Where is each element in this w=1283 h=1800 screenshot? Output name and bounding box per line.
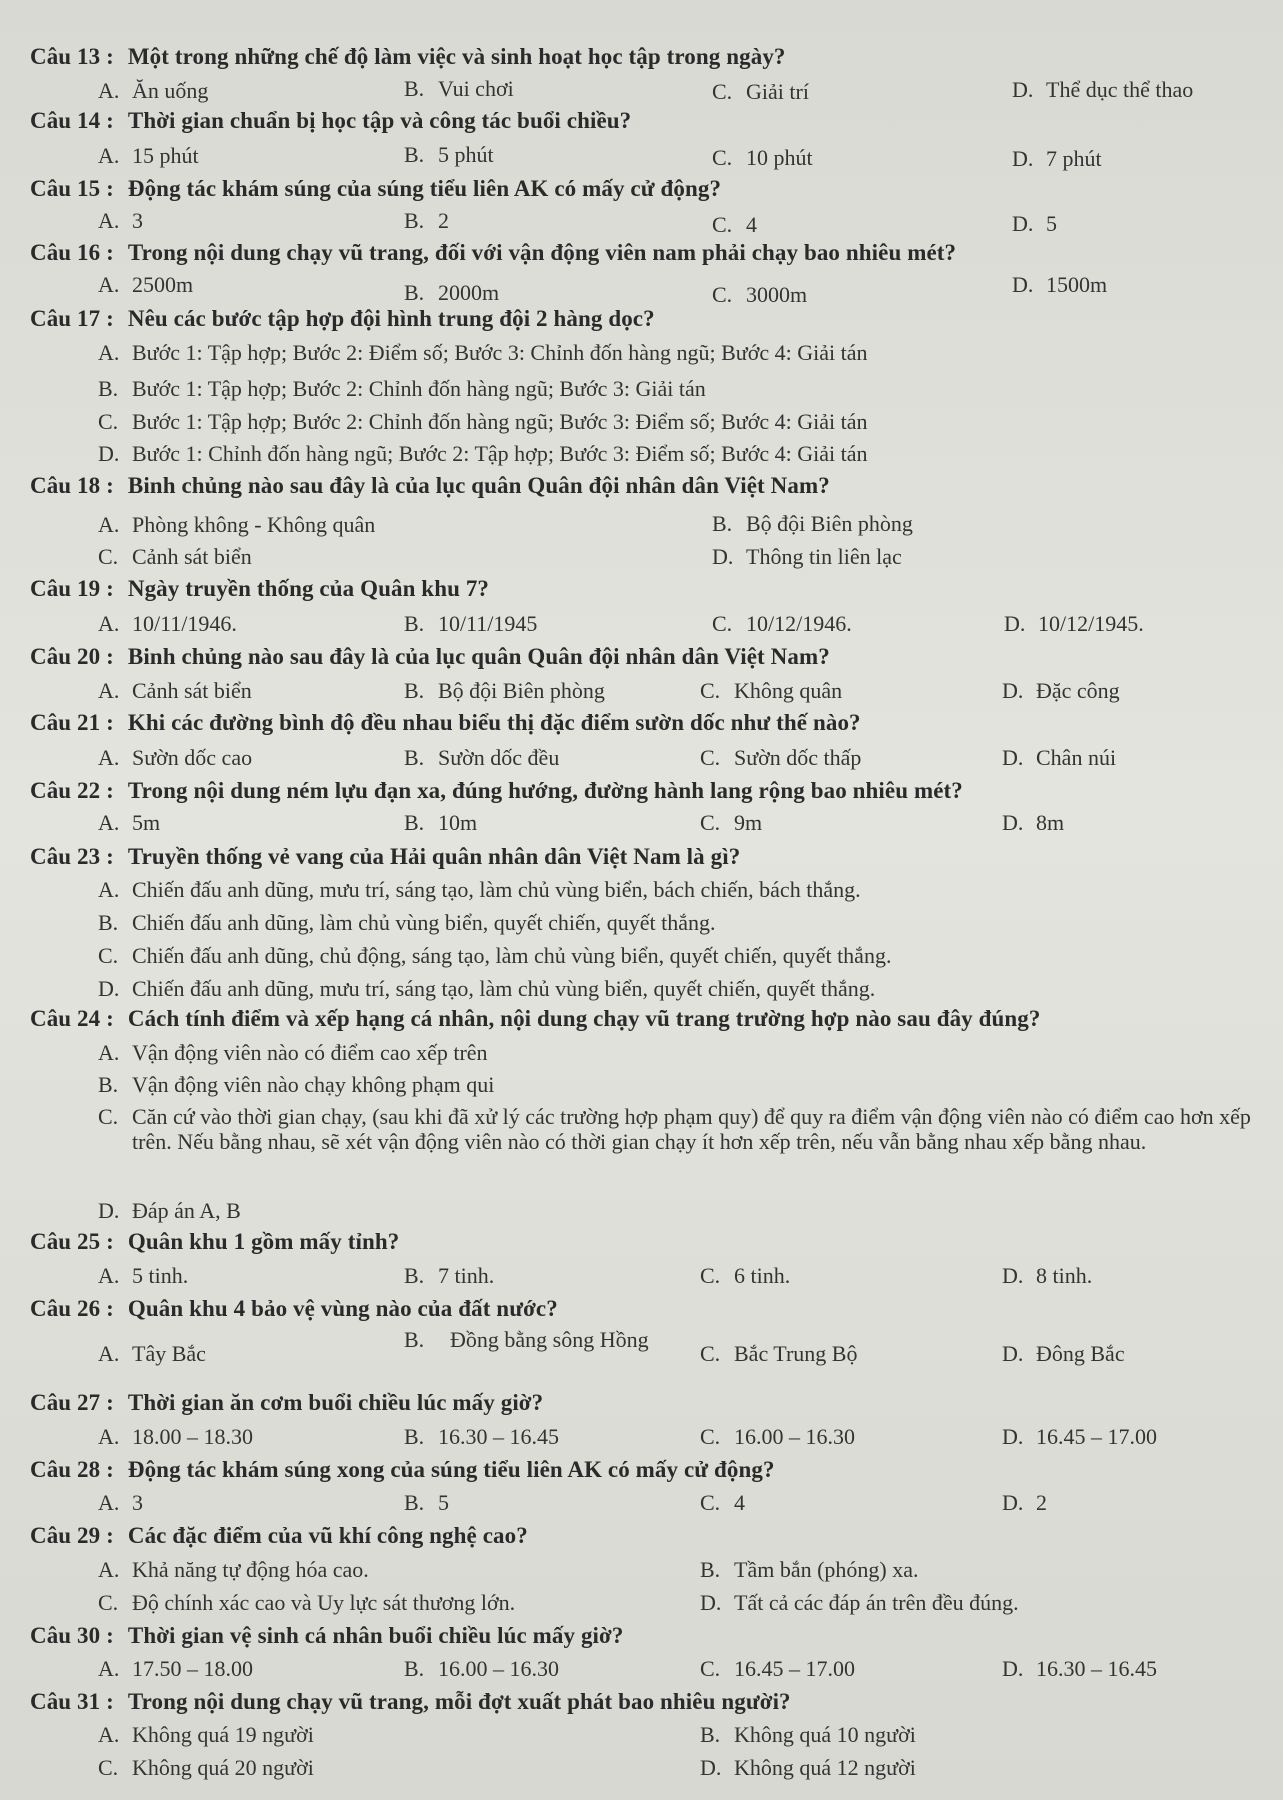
question-24: Câu 24 : Cách tính điểm và xếp hạng cá nhân, nội dung chạy vũ trang trường hợp nào sau đây đúng?	[30, 1006, 1041, 1031]
q14-option-c: C. 10 phút	[712, 145, 813, 170]
q13-option-d: D. Thể dục thể thao	[1012, 77, 1194, 102]
q19-option-b: B. 10/11/1945	[404, 611, 538, 636]
q23-option-a: A. Chiến đấu anh dũng, mưu trí, sáng tạo, làm chủ vùng biển, bách chiến, bách thắng.	[98, 877, 861, 902]
question-22: Câu 22 : Trong nội dung ném lựu đạn xa, đúng hướng, đường hành lang rộng bao nhiêu mét?	[30, 778, 963, 803]
question-26: Câu 26 : Quân khu 4 bảo vệ vùng nào của đất nước?	[30, 1296, 558, 1321]
q20-option-d: D. Đặc công	[1002, 678, 1120, 703]
q21-option-c: C. Sườn dốc thấp	[700, 745, 862, 770]
question-18: Câu 18 : Binh chủng nào sau đây là của lục quân Quân đội nhân dân Việt Nam?	[30, 473, 830, 498]
q14-option-a: A. 15 phút	[98, 143, 199, 168]
q27-option-d: D. 16.45 – 17.00	[1002, 1424, 1157, 1449]
question-25: Câu 25 : Quân khu 1 gồm mấy tỉnh?	[30, 1229, 400, 1254]
q21-option-d: D. Chân núi	[1002, 745, 1117, 770]
q16-option-b: B. 2000m	[404, 280, 500, 305]
q16-option-d: D. 1500m	[1012, 272, 1108, 297]
q31-option-d: D. Không quá 12 người	[700, 1755, 916, 1780]
question-20: Câu 20 : Binh chủng nào sau đây là của lục quân Quân đội nhân dân Việt Nam?	[30, 644, 830, 669]
q18-option-a: A. Phòng không - Không quân	[98, 512, 376, 537]
q17-option-c: C. Bước 1: Tập hợp; Bước 2: Chỉnh đốn hàng ngũ; Bước 3: Điểm số; Bước 4: Giải tán	[98, 409, 868, 434]
q23-option-b: B. Chiến đấu anh dũng, làm chủ vùng biển, quyết chiến, quyết thắng.	[98, 910, 716, 935]
q22-option-a: A. 5m	[98, 810, 161, 835]
q25-option-c: C. 6 tinh.	[700, 1263, 791, 1288]
question-13: Câu 13 : Một trong những chế độ làm việc và sinh hoạt học tập trong ngày?	[30, 44, 786, 69]
q26-option-a: A. Tây Bắc	[98, 1341, 206, 1366]
question-14: Câu 14 : Thời gian chuẩn bị học tập và công tác buổi chiều?	[30, 108, 632, 133]
q28-option-d: D. 2	[1002, 1490, 1047, 1515]
question-27: Câu 27 : Thời gian ăn cơm buổi chiều lúc mấy giờ?	[30, 1390, 544, 1415]
q25-option-d: D. 8 tinh.	[1002, 1263, 1093, 1288]
q17-option-d: D. Bước 1: Chỉnh đốn hàng ngũ; Bước 2: Tập hợp; Bước 3: Điểm số; Bước 4: Giải tán	[98, 441, 868, 466]
q27-option-c: C. 16.00 – 16.30	[700, 1424, 855, 1449]
q31-option-c: C. Không quá 20 người	[98, 1755, 314, 1780]
q21-option-b: B. Sườn dốc đều	[404, 745, 560, 770]
q17-option-a: A. Bước 1: Tập hợp; Bước 2: Điểm số; Bước 3: Chỉnh đốn hàng ngũ; Bước 4: Giải tán	[98, 340, 868, 365]
q31-option-a: A. Không quá 19 người	[98, 1722, 314, 1747]
q13-option-a: A. Ăn uống	[98, 78, 209, 103]
q28-option-c: C. 4	[700, 1490, 745, 1515]
q24-option-c: C. Căn cứ vào thời gian chạy, (sau khi đã xử lý các trường hợp phạm quy) để quy ra điểm vận động viên nào có điểm cao hơn xếp trên. Nếu bằng nhau, sẽ xét vận động viên nào có thời gian chạy ít hơn xếp trên, nếu vẫn bằng nhau xếp bằng nhau.	[98, 1104, 1251, 1154]
question-15: Câu 15 : Động tác khám súng của súng tiểu liên AK có mấy cử động?	[30, 176, 722, 201]
question-21: Câu 21 : Khi các đường bình độ đều nhau biểu thị đặc điểm sườn dốc như thế nào?	[30, 710, 861, 735]
q13-option-b: B. Vui chơi	[404, 76, 514, 101]
q30-option-c: C. 16.45 – 17.00	[700, 1656, 855, 1681]
q27-option-a: A. 18.00 – 18.30	[98, 1424, 253, 1449]
q20-option-c: C. Không quân	[700, 678, 843, 703]
q26-option-b: B. Đồng bằng sông Hồng	[404, 1327, 649, 1352]
q24-option-b: B. Vận động viên nào chạy không phạm qui	[98, 1072, 495, 1097]
q24-option-a: A. Vận động viên nào có điểm cao xếp trên	[98, 1040, 488, 1065]
question-19: Câu 19 : Ngày truyền thống của Quân khu 7?	[30, 576, 490, 601]
question-16: Câu 16 : Trong nội dung chạy vũ trang, đối với vận động viên nam phải chạy bao nhiêu mét?	[30, 240, 957, 265]
q15-option-d: D. 5	[1012, 211, 1057, 236]
q30-option-d: D. 16.30 – 16.45	[1002, 1656, 1157, 1681]
q13-option-c: C. Giải trí	[712, 79, 809, 104]
q19-option-c: C. 10/12/1946.	[712, 611, 852, 636]
q26-option-c: C. Bắc Trung Bộ	[700, 1341, 858, 1366]
q18-option-c: C. Cảnh sát biển	[98, 544, 252, 569]
q29-option-b: B. Tầm bắn (phóng) xa.	[700, 1557, 919, 1582]
q15-option-b: B. 2	[404, 208, 449, 233]
q26-option-d: D. Đông Bắc	[1002, 1341, 1125, 1366]
question-31: Câu 31 : Trong nội dung chạy vũ trang, mỗi đợt xuất phát bao nhiêu người?	[30, 1689, 791, 1714]
q17-option-b: B. Bước 1: Tập hợp; Bước 2: Chỉnh đốn hàng ngũ; Bước 3: Giải tán	[98, 376, 706, 401]
q16-option-c: C. 3000m	[712, 282, 808, 307]
q18-option-b: B. Bộ đội Biên phòng	[712, 511, 913, 536]
question-23: Câu 23 : Truyền thống vẻ vang của Hải quân nhân dân Việt Nam là gì?	[30, 844, 741, 869]
q20-option-a: A. Cảnh sát biển	[98, 678, 252, 703]
q28-option-a: A. 3	[98, 1490, 143, 1515]
question-17: Câu 17 : Nêu các bước tập hợp đội hình trung đội 2 hàng dọc?	[30, 306, 655, 331]
q14-option-b: B. 5 phút	[404, 142, 494, 167]
q25-option-b: B. 7 tinh.	[404, 1263, 495, 1288]
q23-option-d: D. Chiến đấu anh dũng, mưu trí, sáng tạo, làm chủ vùng biển, quyết chiến, quyết thắng.	[98, 976, 876, 1001]
question-28: Câu 28 : Động tác khám súng xong của súng tiểu liên AK có mấy cử động?	[30, 1457, 775, 1482]
q30-option-b: B. 16.00 – 16.30	[404, 1656, 559, 1681]
q29-option-d: D. Tất cả các đáp án trên đều đúng.	[700, 1590, 1019, 1615]
q29-option-c: C. Độ chính xác cao và Uy lực sát thương lớn.	[98, 1590, 516, 1615]
q22-option-d: D. 8m	[1002, 810, 1065, 835]
q16-option-a: A. 2500m	[98, 272, 194, 297]
q14-option-d: D. 7 phút	[1012, 146, 1102, 171]
q30-option-a: A. 17.50 – 18.00	[98, 1656, 253, 1681]
q19-option-a: A. 10/11/1946.	[98, 611, 237, 636]
q29-option-a: A. Khả năng tự động hóa cao.	[98, 1557, 369, 1582]
question-29: Câu 29 : Các đặc điểm của vũ khí công nghệ cao?	[30, 1523, 528, 1548]
q15-option-a: A. 3	[98, 208, 143, 233]
q19-option-d: D. 10/12/1945.	[1004, 611, 1144, 636]
q31-option-b: B. Không quá 10 người	[700, 1722, 916, 1747]
q20-option-b: B. Bộ đội Biên phòng	[404, 678, 605, 703]
q22-option-b: B. 10m	[404, 810, 478, 835]
q21-option-a: A. Sườn dốc cao	[98, 745, 253, 770]
q24-option-d: D. Đáp án A, B	[98, 1198, 241, 1223]
question-30: Câu 30 : Thời gian vệ sinh cá nhân buổi chiều lúc mấy giờ?	[30, 1623, 624, 1648]
q23-option-c: C. Chiến đấu anh dũng, chủ động, sáng tạo, làm chủ vùng biển, quyết chiến, quyết thắng.	[98, 943, 892, 968]
q25-option-a: A. 5 tinh.	[98, 1263, 189, 1288]
q22-option-c: C. 9m	[700, 810, 763, 835]
q27-option-b: B. 16.30 – 16.45	[404, 1424, 559, 1449]
q15-option-c: C. 4	[712, 212, 757, 237]
q28-option-b: B. 5	[404, 1490, 449, 1515]
q18-option-d: D. Thông tin liên lạc	[712, 544, 902, 569]
